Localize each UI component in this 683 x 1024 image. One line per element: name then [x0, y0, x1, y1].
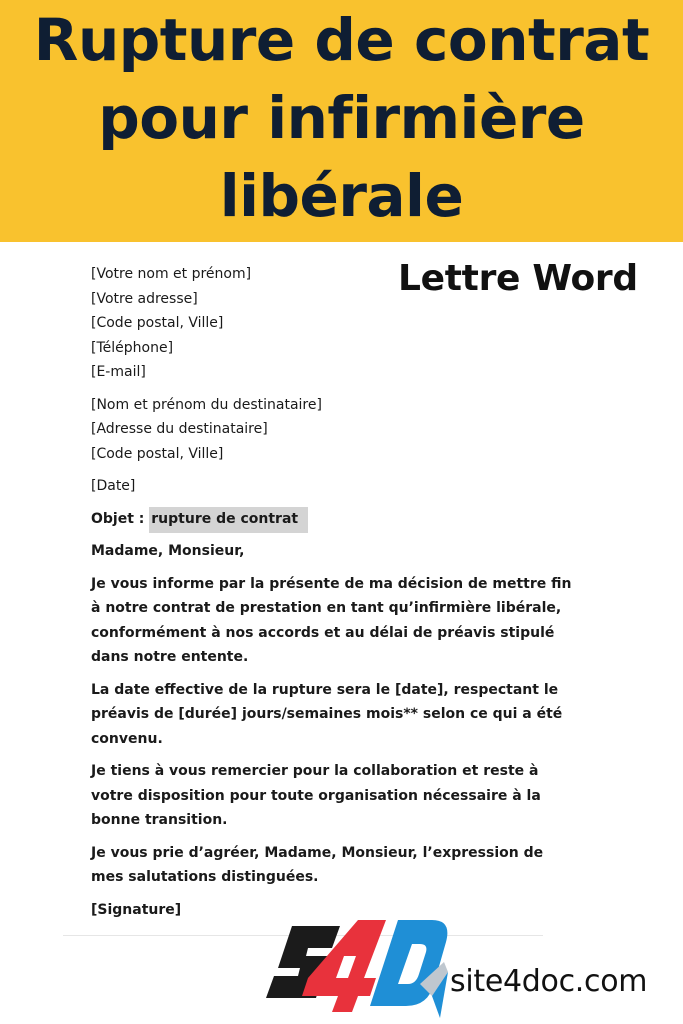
title-line-1: Rupture de contrat — [33, 6, 650, 74]
recipient-line: [Code postal, Ville] — [91, 445, 224, 462]
sender-line: [Votre adresse] — [91, 290, 198, 307]
date-block — [91, 474, 571, 499]
title-line-2: pour infirmière — [98, 84, 585, 152]
sender-line: [E-mail] — [91, 364, 146, 380]
recipient-line: [Adresse du destinataire] — [91, 421, 268, 437]
signature: [Signature] — [91, 901, 182, 918]
sender-line: [Votre nom et prénom] — [91, 266, 252, 282]
paragraph-2: La date effective de la rupture sera le [date], respectant le préavis de [durée] jours/semaines mois** selon ce qui a été convenu. — [91, 681, 563, 747]
title-line-3: libérale — [219, 162, 464, 230]
paragraph-1: Je vous informe par la présente de ma décision de mettre fin à notre contrat de prestation en tant qu’infirmière libérale, conformément à nos accords et au délai de préavis stipulé dans notre entente. — [91, 575, 572, 665]
recipient-line: [Nom et prénom du destinataire] — [91, 396, 322, 413]
sender-line: [Téléphone] — [91, 339, 174, 356]
sender-line: [Code postal, Ville] — [91, 315, 224, 331]
recipient-block — [91, 393, 571, 467]
sender-block — [91, 262, 571, 385]
site-name: site4doc.com — [450, 964, 648, 999]
object-value: rupture de contrat — [149, 507, 308, 533]
letter-document — [91, 262, 571, 930]
salutation: Madame, Monsieur, — [91, 543, 245, 559]
site4doc-logo-icon — [262, 914, 452, 1024]
object-label: Objet : — [91, 510, 145, 527]
paragraph-3: Je tiens à vous remercier pour la collaboration et reste à votre disposition pour toute organisation nécessaire à la bonne transition. — [91, 763, 541, 828]
date-line: [Date] — [91, 478, 136, 494]
paragraph-4: Je vous prie d’agréer, Madame, Monsieur, l’expression de mes salutations distinguées. — [91, 844, 544, 885]
title-banner — [0, 0, 683, 242]
object-line — [91, 507, 571, 532]
subtitle: Lettre Word — [398, 258, 638, 299]
